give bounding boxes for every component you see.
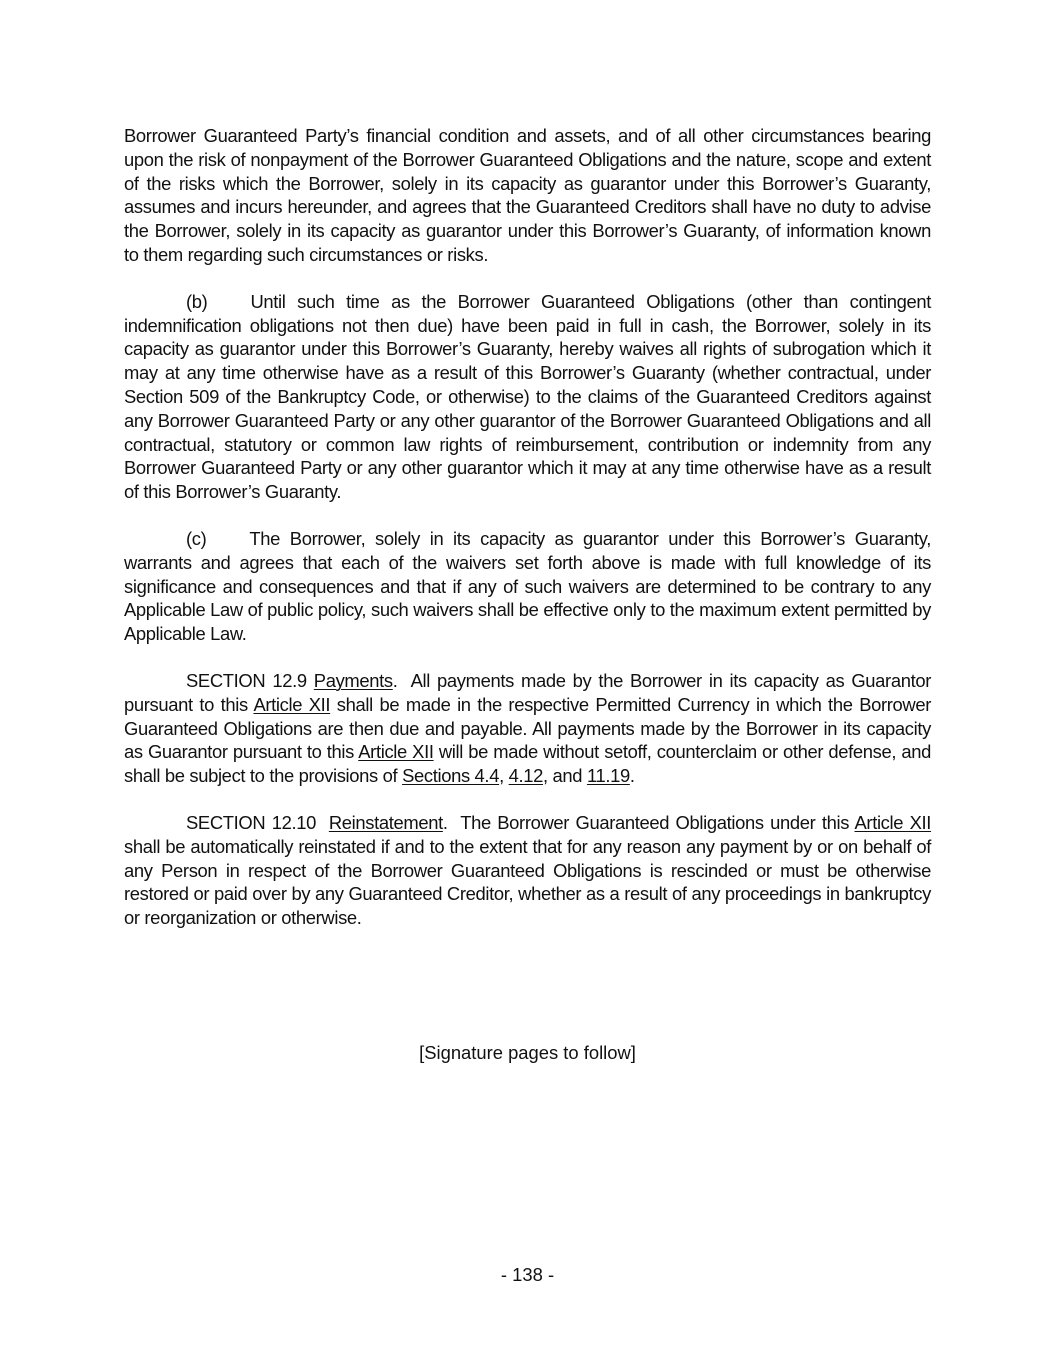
- paragraph-text: The Borrower Guaranteed Obligations under this: [460, 811, 850, 833]
- page-number: - 138 -: [500, 1264, 555, 1285]
- paragraph-text: All payments made by the Borrower in its capacity as Guarantor pursuant to this: [124, 669, 932, 715]
- paragraph-b: [124, 290, 931, 504]
- paragraph-text: shall be made in the respective Permitted Currency in which the Borrower Guaranteed Obligations are then due and payable. All payments made by the Borrower in its capacity as Guarantor pursuant to this: [124, 693, 931, 763]
- section-heading: Payments: [313, 669, 393, 691]
- cross-reference-article-xii[interactable]: Article XII: [854, 811, 932, 833]
- paragraph-text: Borrower Guaranteed Party’s financial condition and assets, and of all other circumstances bearing upon the risk of nonpayment of the Borrower Guaranteed Obligations and the nature, scope and extent of the risks which the Borrower, solely in its capacity as guarantor under this Borrower’s Guaranty, assumes and incurs hereunder, and agrees that the Guaranteed Creditors shall have no duty to advise the Borrower, solely in its capacity as guarantor under this Borrower’s Guaranty, of information known to them regarding such circumstances or risks.: [124, 125, 931, 265]
- section-12-10: SECTION 12.10 Reinstatement. The Borrower Guaranteed Obligations under this Article XII shall be automatically reinstated if and to the extent that for any reason any payment by or on behalf of any Person in respect of the Borrower Guaranteed Obligations is rescinded or must be otherwise restored or paid over by any Guaranteed Creditor, whether as a result of any proceedings in bankruptcy or reorganization or otherwise.: [124, 811, 932, 929]
- paragraph-continuation: [124, 124, 931, 267]
- section-12-9: SECTION 12.9 Payments. All payments made by the Borrower in its capacity as Guarantor pursuant to this Article XII shall be made in the respective Permitted Currency in which the Borrower Guaranteed Obligations are then due and payable. All payments made by the Borrower in its capacity as Guarantor pursuant to this Article XII will be made without setoff, counterclaim or other defense, and shall be subject to the provisions of Sections 4.4, 4.12, and 11.19.: [124, 669, 932, 787]
- cross-reference-section-11-19[interactable]: 11.19: [586, 765, 630, 787]
- section-number: SECTION 12.10: [186, 811, 316, 833]
- paragraph-text: The Borrower, solely in its capacity as guarantor under this Borrower’s Guaranty, warrants and agrees that each of the waivers set forth above is made with full knowledge of its significance and consequences and that if any of such waivers are determined to be contrary to any Applicable Law of public policy, such waivers shall be effective only to the maximum extent permitted by Applicable Law.: [124, 527, 931, 645]
- cross-reference-section-4-12[interactable]: 4.12: [508, 765, 544, 787]
- paragraph-text: will be made without setoff, counterclaim or other defense, and shall be subject to the provisions of: [124, 741, 932, 787]
- section-number: SECTION 12.9: [186, 669, 307, 691]
- cross-reference-article-xii[interactable]: Article XII: [358, 741, 434, 763]
- signature-note: [Signature pages to follow]: [419, 1042, 636, 1063]
- document-body: [124, 124, 931, 953]
- clause-label: (b): [186, 290, 208, 312]
- paragraph-text: shall be automatically reinstated if and to the extent that for any reason any payment by or on behalf of any Person in respect of the Borrower Guaranteed Obligations is rescinded or must be otherwise restored or paid over by any Guaranteed Creditor, whether as a result of any proceedings in bankruptcy or reorganization or otherwise.: [124, 835, 931, 929]
- paragraph-text: Until such time as the Borrower Guaranteed Obligations (other than contingent indemnification obligations not then due) have been paid in full in cash, the Borrower, solely in its capacity as guarantor under this Borrower’s Guaranty, hereby waives all rights of subrogation which it may at any time otherwise have as a result of this Borrower’s Guaranty (whether contractual, under Section 509 of the Bankruptcy Code, or otherwise) to the claims of the Guaranteed Creditors against any Borrower Guaranteed Party or any other guarantor of the Borrower Guaranteed Obligations and all contractual, statutory or common law rights of reimbursement, contribution or indemnity from any Borrower Guaranteed Party or any other guarantor which it may at any time otherwise have as a result of this Borrower’s Guaranty.: [124, 290, 931, 503]
- clause-label: (c): [186, 527, 207, 549]
- paragraph-c: [124, 527, 931, 646]
- cross-reference-article-xii[interactable]: Article XII: [253, 693, 331, 715]
- cross-reference-section-4-4[interactable]: Sections 4.4: [402, 765, 500, 787]
- paragraph-text: , and: [543, 765, 583, 787]
- section-heading: Reinstatement: [328, 811, 443, 833]
